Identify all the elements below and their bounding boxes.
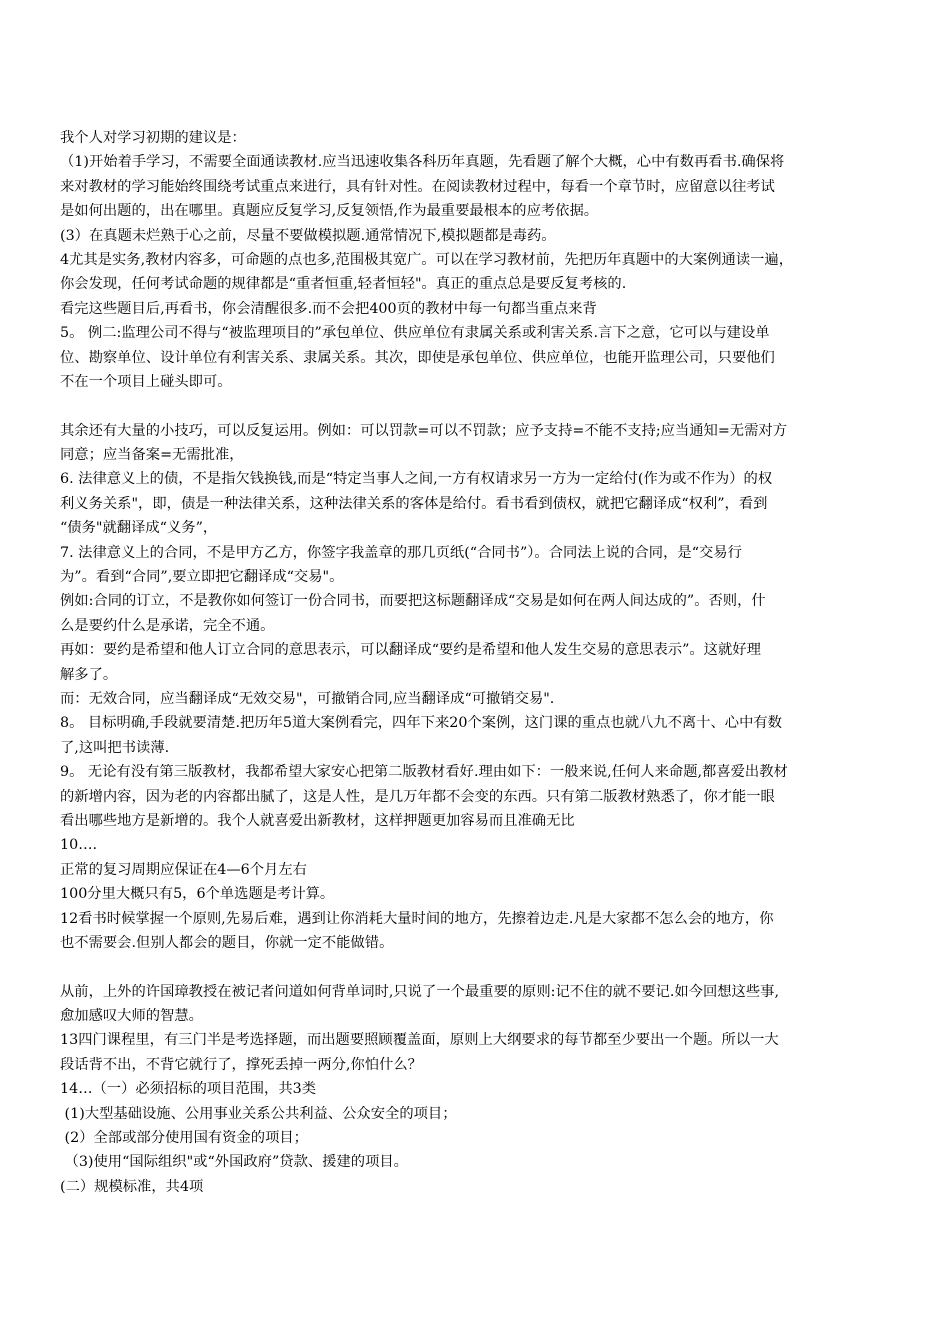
text-line: 6. 法律意义上的债，不是指欠钱换钱,而是“特定当事人之间,一方有权请求另一方为一定给付(作为或不作为）的权 [60,471,773,488]
text-line: 9。 无论有没有第三版教材，我都希望大家安心把第二版教材看好.理由如下：一般来说,任何人来命题,都喜爱出教材 [60,764,788,781]
text-line: 也不需要会.但别人都会的题目，你就一定不能做错。 [60,934,394,951]
text-line: 是如何出题的，出在哪里。真题应反复学习,反复领悟,作为最重要最根本的应考依据。 [60,203,599,220]
text-line: 位、勘察单位、设计单位有利害关系、隶属关系。其次，即使是承包单位、供应单位，也能开监理公司，只要他们 [60,349,775,366]
text-line: 7. 法律意义上的合同，不是甲方乙方，你签字我盖章的那几页纸(“合同书”）。合同法上说的合同，是“交易行 [60,544,742,561]
text-line: 正常的复习周期应保证在4—6个月左右 [60,861,307,878]
text-line: 10…. [60,837,98,854]
text-line: “债务"就翻译成“义务”， [60,520,218,537]
text-line: 我个人对学习初期的建议是： [60,130,246,146]
text-line: 了,这叫把书读薄. [60,739,170,756]
text-line: (1)大型基础设施、公用事业关系公共利益、公众安全的项目； [60,1105,457,1122]
text-line: 看出哪些地方是新增的。我个人就喜爱出新教材，这样押题更加容易而且准确无比 [60,812,575,829]
text-line: 看完这些题目后,再看书，你会清醒很多.而不会把400页的教材中每一句都当重点来背 [60,300,597,317]
text-line: 4尤其是实务,教材内容多，可命题的点也多,范围极其宽广。可以在学习教材前，先把历年真题中的大案例通读一遍， [60,251,794,268]
text-line: 其余还有大量的小技巧，可以反复运用。例如：可以罚款=可以不罚款；应予支持=不能不支持;应当通知=无需对方 [60,422,787,439]
text-line: 同意；应当备案=无需批准， [60,447,244,464]
blank-line [60,955,908,979]
text-line: 为”。看到“合同”,要立即把它翻译成“交易"。 [60,569,344,586]
text-line: 12看书时候掌握一个原则,先易后难，遇到让你消耗大量时间的地方，先擦着边走.凡是大家都不怎么会的地方，你 [60,910,774,927]
text-line: 再如：要约是希望和他人订立合同的意思表示，可以翻译成“要约是希望和他人发生交易的意思表示”。这就好理 [60,642,761,659]
text-line: （1)开始着手学习，不需要全面通读教材.应当迅速收集各科历年真题，先看题了解个大概，心中有数再看书.确保将 [60,154,785,171]
text-line: 100分里大概只有5，6个单选题是考计算。 [60,886,335,903]
text-line: 来对教材的学习能始终围绕考试重点来进行，具有针对性。在阅读教材过程中，每看一个章节时，应留意以往考试 [60,178,775,195]
text-line: 13四门课程里，有三门半是考选择题，而出题要照顾覆盖面，原则上大纲要求的每节都至少要出一个题。所以一大 [60,1032,779,1049]
text-line: （3)使用“国际组织"或“外国政府”贷款、援建的项目。 [60,1154,408,1171]
document-body [60,126,908,1199]
text-line: (2）全部或部分使用国有资金的项目； [60,1130,308,1147]
text-line: (二）规模标准，共4项 [60,1178,204,1195]
blank-line [60,394,908,418]
text-line: 14…（一）必须招标的项目范围，共3类 [60,1081,317,1098]
text-line: 而：无效合同，应当翻译成“无效交易"，可撤销合同,应当翻译成“可撤销交易". [60,690,555,707]
text-line: 段话背不出，不背它就行了，撑死丢掉一两分,你怕什么？ [60,1056,422,1073]
text-line: 从前，上外的许国璋教授在被记者问道如何背单词时,只说了一个最重要的原则:记不住的就不要记.如今回想这些事, [60,983,779,1000]
text-line: 你会发现，任何考试命题的规律都是“重者恒重,轻者恒轻"。真正的重点总是要反复考核的. [60,276,627,293]
text-line: 5。 例二:监理公司不得与“被监理项目的”承包单位、供应单位有隶属关系或利害关系.言下之意，它可以与建设单 [60,325,770,342]
text-line: 例如:合同的订立，不是教你如何签订一份合同书，而要把这标题翻译成“交易是如何在两人间达成的”。否则，什 [60,593,766,610]
text-line: 利义务关系"，即，债是一种法律关系，这种法律关系的客体是给付。看书看到债权，就把它翻译成“权利”，看到 [60,495,768,512]
text-line: 8。 目标明确,手段就要清楚.把历年5道大案例看完，四年下来20个案例，这门课的重点也就八九不离十、心中有数 [60,715,782,732]
text-line: 不在一个项目上碰头即可。 [60,373,232,390]
text-line: 愈加感叹大师的智慧。 [60,1008,203,1025]
text-line: 的新增内容，因为老的内容都出腻了，这是人性，是几万年都不会变的东西。只有第二版教材熟悉了，你才能一眼 [60,788,775,805]
text-line: 么是要约什么是承诺，完全不通。 [60,617,275,634]
text-line: (3）在真题未烂熟于心之前，尽量不要做模拟题.通常情况下,模拟题都是毒药。 [60,227,556,244]
text-line: 解多了。 [60,666,118,683]
